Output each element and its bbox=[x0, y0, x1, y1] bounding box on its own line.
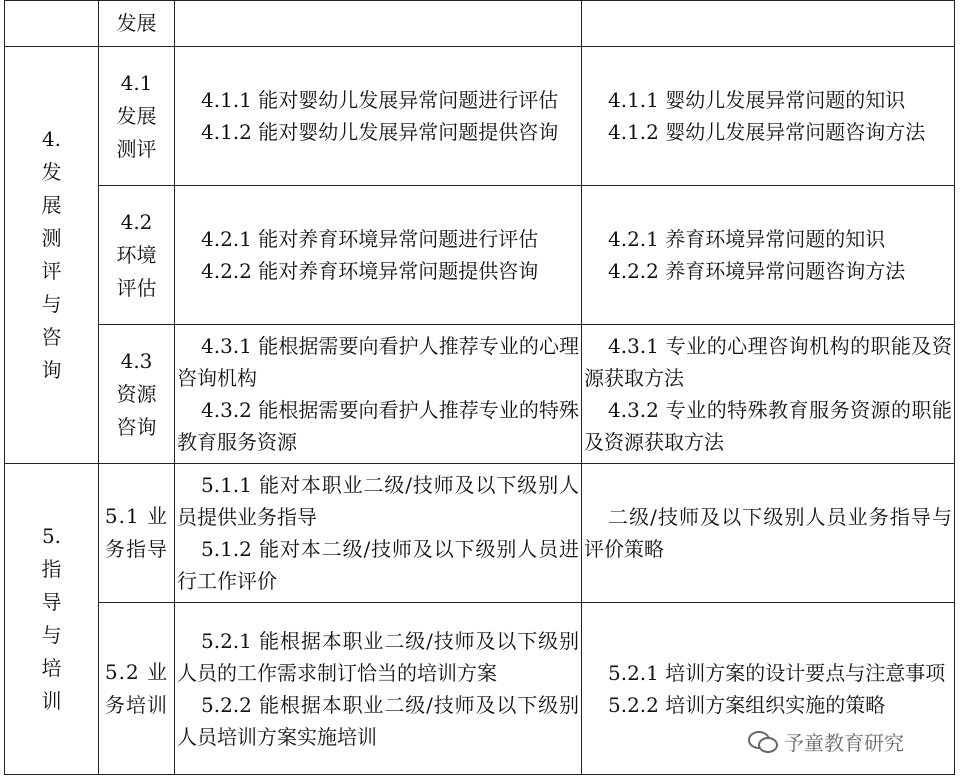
knowledge-cell: 4.3.1 专业的心理咨询机构的职能及资源获取方法 4.3.2 专业的特殊教育服务资源的职能及资源获取方法 bbox=[582, 325, 955, 464]
table-row bbox=[5, 464, 955, 603]
category-cell-4: 4. 发 展 测 评 与 咨 询 bbox=[5, 47, 99, 464]
skill-cell: 5.2.1 能根据本职业二级/技师及以下级别人员的工作需求制订恰当的培训方案 5.2.2 能根据本职业二级/技师及以下级别人员培训方案实施培训 bbox=[175, 603, 582, 775]
sub-item-cell: 5.2 业 务培训 bbox=[99, 603, 175, 775]
table-row bbox=[5, 47, 955, 186]
skill-cell: 5.1.1 能对本职业二级/技师及以下级别人员提供业务指导 5.1.2 能对本二级/技师及以下级别人员进行工作评价 bbox=[175, 464, 582, 603]
skill-cell: 4.1.1 能对婴幼儿发展异常问题进行评估 4.1.2 能对婴幼儿发展异常问题提供咨询 bbox=[175, 47, 582, 186]
sub-item-cell: 5.1 业 务指导 bbox=[99, 464, 175, 603]
sub-item-cell: 4.1 发展 测评 bbox=[99, 47, 175, 186]
sub-item-cell: 4.3 资源 咨询 bbox=[99, 325, 175, 464]
watermark-text: 予童教育研究 bbox=[784, 730, 904, 755]
knowledge-cell: 二级/技师及以下级别人员业务指导与评价策略 bbox=[582, 464, 955, 603]
table-row bbox=[5, 325, 955, 464]
occupational-standard-table bbox=[4, 0, 955, 775]
sub-item-cell: 发展 bbox=[99, 1, 175, 47]
knowledge-cell: 4.2.1 养育环境异常问题的知识 4.2.2 养育环境异常问题咨询方法 bbox=[582, 186, 955, 325]
knowledge-cell: 4.1.1 婴幼儿发展异常问题的知识 4.1.2 婴幼儿发展异常问题咨询方法 bbox=[582, 47, 955, 186]
category-cell-5: 5. 指 导 与 培 训 bbox=[5, 464, 99, 775]
table-row bbox=[5, 186, 955, 325]
sub-item-cell: 4.2 环境 评估 bbox=[99, 186, 175, 325]
skill-cell: 4.2.1 能对养育环境异常问题进行评估 4.2.2 能对养育环境异常问题提供咨询 bbox=[175, 186, 582, 325]
watermark bbox=[748, 724, 904, 758]
table-row bbox=[5, 1, 955, 47]
wechat-icon bbox=[748, 729, 778, 753]
knowledge-cell: 5.2.1 培训方案的设计要点与注意事项 5.2.2 培训方案组织实施的策略 bbox=[582, 603, 955, 775]
skill-cell: 4.3.1 能根据需要向看护人推荐专业的心理咨询机构 4.3.2 能根据需要向看护人推荐专业的特殊教育服务资源 bbox=[175, 325, 582, 464]
